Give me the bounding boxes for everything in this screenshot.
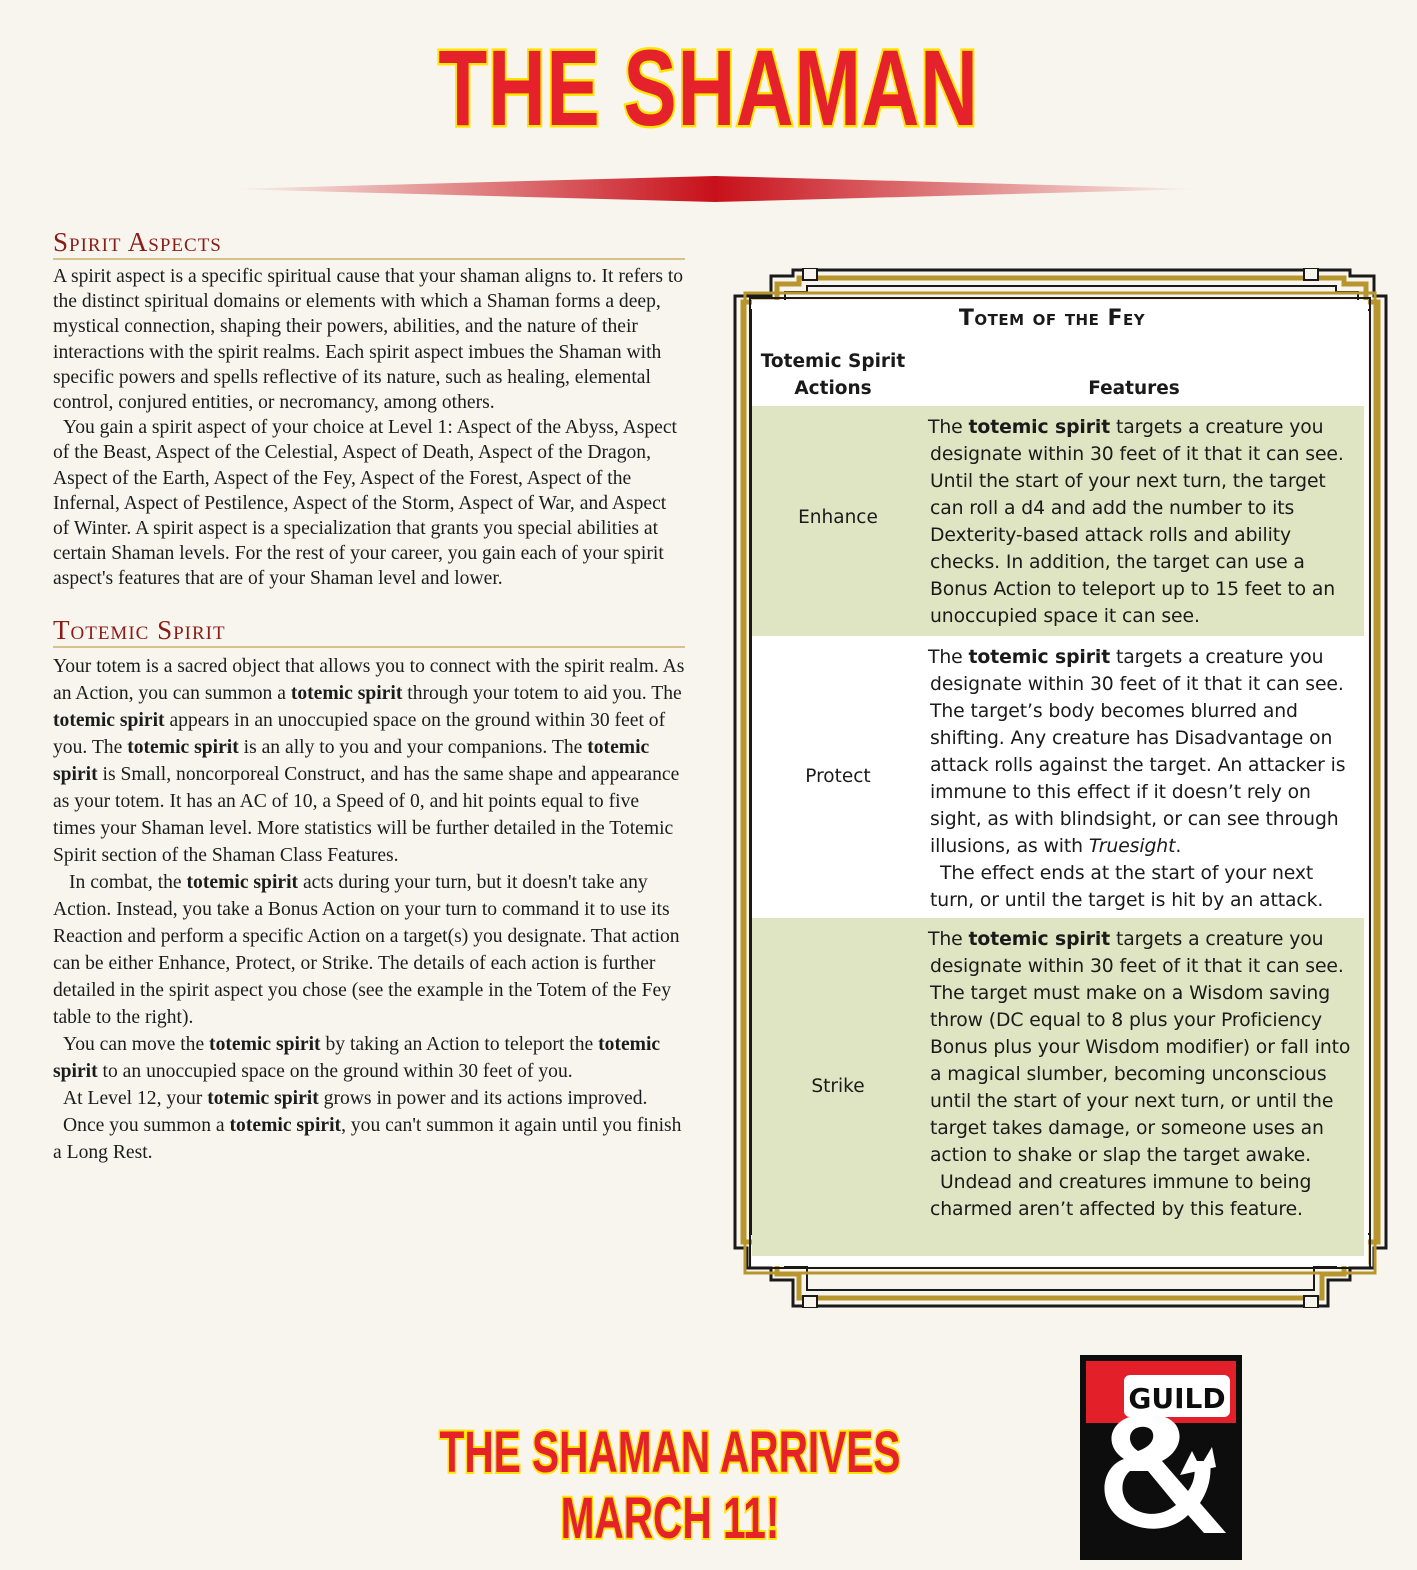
totem-of-the-fey-table bbox=[752, 300, 1364, 1260]
column-header-features: Features bbox=[1088, 378, 1180, 399]
term-totemic-spirit: totemic spirit bbox=[53, 736, 650, 785]
release-banner: THE SHAMAN ARRIVES MARCH 11! bbox=[439, 1420, 901, 1551]
row-feature-text: The totemic spirit targets a creature you designate within 30 feet of it that it can see. The target’s body becomes blurred and shifting. Any creature has Disadvantage on attack rolls against the target. An attacker is immune to this effect if it doesn’t rely on sight, as with blindsight, or can see through illusions, as with Truesight. The effect ends at the start of your next turn, or until the target is hit by an attack. bbox=[928, 647, 1346, 911]
term-totemic-spirit: totemic spirit bbox=[186, 871, 299, 893]
term-totemic-spirit: totemic spirit bbox=[127, 736, 239, 758]
term-totemic-spirit: totemic spirit bbox=[53, 709, 165, 731]
table-row-protect bbox=[752, 636, 1364, 918]
table-row-strike bbox=[752, 918, 1364, 1256]
totemic-paragraph-3: You can move the totemic spirit by taking an Action to teleport the totemic spirit to an unoccupied space on the ground within 30 feet of you. bbox=[53, 1033, 661, 1082]
totemic-paragraph-1: Your totem is a sacred object that allows you to connect with the spirit realm. As an Action, you can summon a totemic spirit through your totem to aid you. The totemic spirit appears in an unoccupied space on the ground within 30 feet of you. The totemic spirit is an ally to you and your companions. The totemic spirit is Small, noncorporeal Construct, and has the same shape and appearance as your totem. It has an AC of 10, a Speed of 0, and hit points equal to five times your Shaman level. More statistics will be further detailed in the Totemic Spirit section of the Shaman Class Features. bbox=[53, 655, 685, 866]
term-totemic-spirit: totemic spirit bbox=[53, 1033, 661, 1082]
term-totemic-spirit: totemic spirit bbox=[207, 1087, 319, 1109]
column-header-actions: Totemic Spirit Actions bbox=[760, 351, 906, 399]
totemic-paragraph-2: In combat, the totemic spirit acts during your turn, but it doesn't take any Action. Instead, you take a Bonus Action on your turn to command it to use its Reaction and perform a specific Action on a target(s) you designate. That action can be either Enhance, Protect, or Strike. The details of each action is further detailed in the spirit aspect you chose (see the example in the Totem of the Fey table to the right). bbox=[53, 871, 680, 1028]
row-action-label: Enhance bbox=[798, 507, 878, 528]
spirit-aspects-paragraph-1: A spirit aspect is a specific spiritual cause that your shaman aligns to. It refers to the distinct spiritual domains or elements with which a Shaman forms a deep, mystical connection, shaping their powers, abilities, and the nature of their interactions with the spirit realms. Each spirit aspect imbues the Shaman with specific powers and spells reflective of its nature, such as healing, elemental control, conjured entities, or necromancy, among others. bbox=[53, 266, 684, 414]
totemic-paragraph-4: At Level 12, your totemic spirit grows in power and its actions improved. bbox=[63, 1087, 648, 1109]
table-title: Totem of the Fey bbox=[958, 306, 1146, 331]
spirit-aspects-paragraph-2: You gain a spirit aspect of your choice at Level 1: Aspect of the Abyss, Aspect of the Beast, Aspect of the Celestial, Aspect of Death, Aspect of the Dragon, Aspect of the Earth, Aspect of the Fey, Aspect of the Forest, Aspect of the Infernal, Aspect of Pestilence, Aspect of the Storm, Aspect of War, and Aspect of Winter. A spirit aspect is a specialization that grants you special abilities at certain Shaman levels. For the rest of your career, you gain each of your spirit aspect's features that are of your Shaman level and lower. bbox=[53, 417, 677, 590]
row-action-label: Strike bbox=[811, 1076, 865, 1097]
term-totemic-spirit: totemic spirit bbox=[229, 1114, 342, 1136]
title-divider bbox=[230, 176, 1200, 202]
term-totemic-spirit: totemic spirit bbox=[209, 1033, 321, 1055]
totemic-spirit-body bbox=[53, 653, 685, 1166]
term-totemic-spirit: totemic spirit bbox=[290, 682, 403, 704]
spirit-aspects-body bbox=[53, 264, 685, 592]
row-action-label: Protect bbox=[805, 766, 871, 787]
spirit-aspects-heading: Spirit Aspects bbox=[53, 226, 685, 260]
row-feature-text: The totemic spirit targets a creature you designate within 30 feet of it that it can see. The target must make on a Wisdom saving throw (DC equal to 8 plus your Proficiency Bonus plus your Wisdom modifier) or fall into a magical slumber, becoming unconscious until the start of your next turn, or until the target takes damage, or someone uses an action to shake or slap the target awake. Undead and creatures immune to being charmed aren’t affected by this feature. bbox=[928, 929, 1351, 1220]
totemic-paragraph-5: Once you summon a totemic spirit, you can't summon it again until you finish a Long Rest. bbox=[53, 1114, 682, 1163]
logo-guild-text: GUILD bbox=[1128, 1382, 1226, 1415]
page-title: THE SHAMAN bbox=[438, 27, 979, 148]
dnd-guild-logo bbox=[1080, 1355, 1242, 1560]
totemic-spirit-heading: Totemic Spirit bbox=[53, 614, 685, 648]
row-feature-text: The totemic spirit targets a creature you designate within 30 feet of it that it can see. Until the start of your next turn, the target can roll a d4 and add the number to its Dexterity-based attack rolls and ability checks. In addition, the target can use a Bonus Action to teleport up to 15 feet to an unoccupied space it can see. bbox=[928, 417, 1344, 627]
left-column bbox=[53, 226, 685, 1166]
table-row-enhance bbox=[752, 406, 1364, 636]
